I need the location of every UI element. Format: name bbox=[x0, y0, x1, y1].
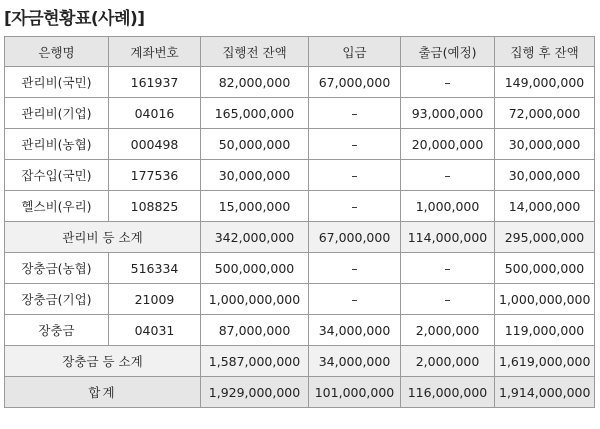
deposit-cell: 101,000,000 bbox=[309, 377, 401, 408]
balance-before-cell: 1,000,000,000 bbox=[201, 284, 309, 315]
table-row bbox=[5, 98, 595, 129]
bank-name-cell: 헬스비(우리) bbox=[5, 191, 109, 222]
deposit-cell: – bbox=[309, 98, 401, 129]
bank-name-cell: 장충금(기업) bbox=[5, 284, 109, 315]
account-number-cell: 000498 bbox=[109, 129, 201, 160]
withdrawal-cell: 93,000,000 bbox=[401, 98, 495, 129]
balance-before-cell: 82,000,000 bbox=[201, 67, 309, 98]
withdrawal-cell: 20,000,000 bbox=[401, 129, 495, 160]
column-header-withdrawal: 출금(예정) bbox=[401, 37, 495, 67]
bank-name-cell: 관리비(기업) bbox=[5, 98, 109, 129]
grand-total-row bbox=[5, 377, 595, 408]
withdrawal-cell: 1,000,000 bbox=[401, 191, 495, 222]
page-title: [자금현황표(사례)] bbox=[4, 9, 145, 29]
balance-before-cell: 15,000,000 bbox=[201, 191, 309, 222]
table-row bbox=[5, 129, 595, 160]
table-body bbox=[5, 67, 595, 408]
account-number-cell: 161937 bbox=[109, 67, 201, 98]
bank-name-cell: 관리비(국민) bbox=[5, 67, 109, 98]
balance-after-cell: 14,000,000 bbox=[495, 191, 595, 222]
subtotal-row bbox=[5, 222, 595, 253]
table-row bbox=[5, 191, 595, 222]
column-header-balance-before: 집행전 잔액 bbox=[201, 37, 309, 67]
deposit-cell: 67,000,000 bbox=[309, 67, 401, 98]
column-header-bank: 은행명 bbox=[5, 37, 109, 67]
bank-name-cell: 잡수입(국민) bbox=[5, 160, 109, 191]
subtotal-row bbox=[5, 346, 595, 377]
balance-after-cell: 72,000,000 bbox=[495, 98, 595, 129]
bank-name-cell: 장충금(농협) bbox=[5, 253, 109, 284]
withdrawal-cell: – bbox=[401, 67, 495, 98]
balance-after-cell: 295,000,000 bbox=[495, 222, 595, 253]
column-header-account: 계좌번호 bbox=[109, 37, 201, 67]
column-header-balance-after: 집행 후 잔액 bbox=[495, 37, 595, 67]
balance-after-cell: 149,000,000 bbox=[495, 67, 595, 98]
deposit-cell: – bbox=[309, 253, 401, 284]
balance-before-cell: 500,000,000 bbox=[201, 253, 309, 284]
account-number-cell: 516334 bbox=[109, 253, 201, 284]
account-number-cell: 177536 bbox=[109, 160, 201, 191]
balance-before-cell: 87,000,000 bbox=[201, 315, 309, 346]
table-row bbox=[5, 315, 595, 346]
table-row bbox=[5, 253, 595, 284]
balance-after-cell: 119,000,000 bbox=[495, 315, 595, 346]
account-number-cell: 04016 bbox=[109, 98, 201, 129]
balance-before-cell: 165,000,000 bbox=[201, 98, 309, 129]
balance-before-cell: 342,000,000 bbox=[201, 222, 309, 253]
withdrawal-cell: – bbox=[401, 160, 495, 191]
grand-total-label: 합계 bbox=[5, 377, 201, 408]
account-number-cell: 108825 bbox=[109, 191, 201, 222]
balance-after-cell: 1,000,000,000 bbox=[495, 284, 595, 315]
column-header-deposit: 입금 bbox=[309, 37, 401, 67]
deposit-cell: – bbox=[309, 160, 401, 191]
fund-status-table bbox=[4, 36, 595, 408]
withdrawal-cell: – bbox=[401, 284, 495, 315]
subtotal-label: 관리비 등 소계 bbox=[5, 222, 201, 253]
deposit-cell: – bbox=[309, 191, 401, 222]
withdrawal-cell: 2,000,000 bbox=[401, 315, 495, 346]
bank-name-cell: 관리비(농협) bbox=[5, 129, 109, 160]
account-number-cell: 04031 bbox=[109, 315, 201, 346]
withdrawal-cell: 116,000,000 bbox=[401, 377, 495, 408]
deposit-cell: 67,000,000 bbox=[309, 222, 401, 253]
table-row bbox=[5, 67, 595, 98]
deposit-cell: 34,000,000 bbox=[309, 346, 401, 377]
bank-name-cell: 장충금 bbox=[5, 315, 109, 346]
withdrawal-cell: 114,000,000 bbox=[401, 222, 495, 253]
balance-before-cell: 1,587,000,000 bbox=[201, 346, 309, 377]
balance-after-cell: 30,000,000 bbox=[495, 129, 595, 160]
deposit-cell: – bbox=[309, 129, 401, 160]
balance-before-cell: 1,929,000,000 bbox=[201, 377, 309, 408]
balance-before-cell: 30,000,000 bbox=[201, 160, 309, 191]
balance-after-cell: 1,914,000,000 bbox=[495, 377, 595, 408]
balance-before-cell: 50,000,000 bbox=[201, 129, 309, 160]
balance-after-cell: 30,000,000 bbox=[495, 160, 595, 191]
deposit-cell: 34,000,000 bbox=[309, 315, 401, 346]
deposit-cell: – bbox=[309, 284, 401, 315]
table-row bbox=[5, 160, 595, 191]
subtotal-label: 장충금 등 소계 bbox=[5, 346, 201, 377]
withdrawal-cell: – bbox=[401, 253, 495, 284]
balance-after-cell: 1,619,000,000 bbox=[495, 346, 595, 377]
withdrawal-cell: 2,000,000 bbox=[401, 346, 495, 377]
table-header-row bbox=[5, 37, 595, 67]
balance-after-cell: 500,000,000 bbox=[495, 253, 595, 284]
account-number-cell: 21009 bbox=[109, 284, 201, 315]
table-row bbox=[5, 284, 595, 315]
